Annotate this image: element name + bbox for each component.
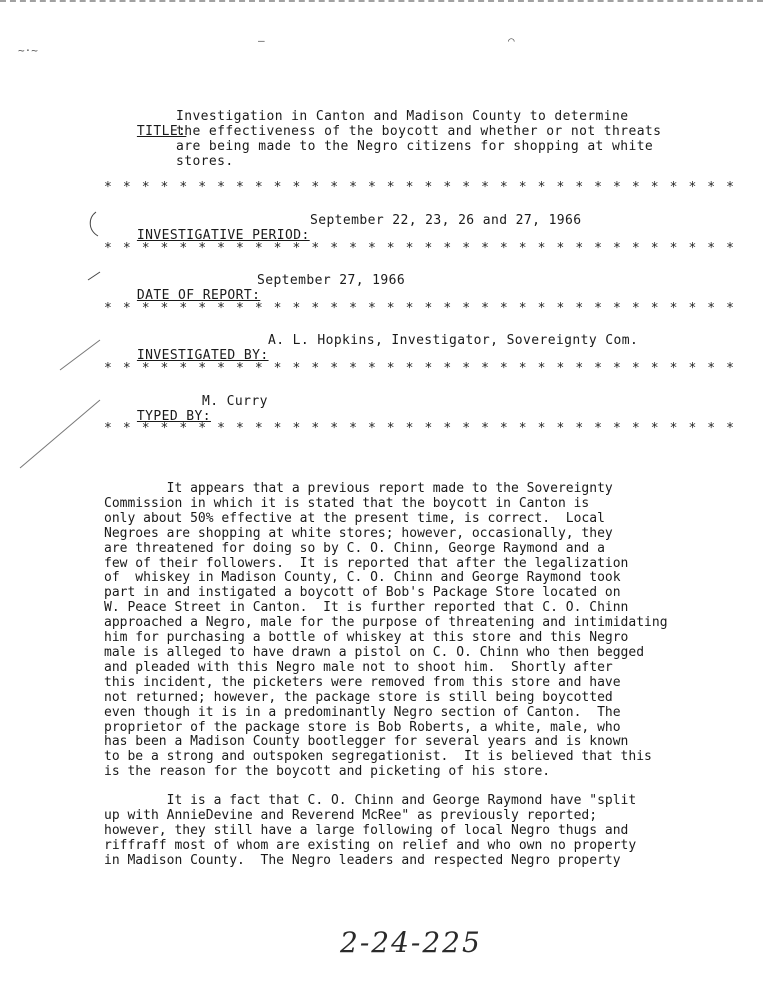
typed-value: M. Curry — [202, 394, 268, 409]
body-line: to be a strong and outspoken segregationist. It is believed that this — [104, 749, 652, 765]
body-line: even though it is in a predominantly Negro section of Canton. The — [104, 704, 621, 720]
body-line: approached a Negro, male for the purpose of threatening and intimidating — [104, 615, 668, 631]
title-line: stores. — [176, 154, 234, 169]
body-line: him for purchasing a bottle of whiskey at this store and this Negro — [104, 630, 629, 646]
body-line: It is a fact that C. O. Chinn and George Raymond have "split — [104, 793, 637, 809]
title-label: TITLE: — [136, 124, 187, 139]
period-label: INVESTIGATIVE PERIOD: — [136, 228, 310, 243]
body-line: Negroes are shopping at white stores; however, occasionally, they — [104, 525, 613, 541]
date-value: September 27, 1966 — [257, 273, 406, 288]
body-line: male is alleged to have drawn a pistol on C. O. Chinn who then begged — [104, 644, 645, 660]
body-line: in Madison County. The Negro leaders and respected Negro property — [104, 852, 621, 868]
date-label: DATE OF REPORT: — [136, 288, 261, 303]
body-line: riffraff most of whom are existing on relief and who own no property — [104, 837, 637, 853]
title-line: are being made to the Negro citizens for shopping at white — [176, 139, 654, 154]
body-line: and pleaded with this Negro male not to shoot him. Shortly after — [104, 659, 613, 675]
body-line: only about 50% effective at the present time, is correct. Local — [104, 510, 605, 526]
investigated-value: A. L. Hopkins, Investigator, Sovereignty Com. — [268, 333, 639, 348]
body-line: this incident, the picketers were removed from this store and have — [104, 674, 621, 690]
body-line: It appears that a previous report made to the Sovereignty — [104, 481, 613, 496]
separator-stars: * * * * * * * * * * * * * * * * * * * * * * * * * * * * * * * * * * — [104, 361, 736, 376]
typed-label: TYPED BY: — [136, 409, 211, 424]
body-line: are threatened for doing so by C. O. Chinn, George Raymond and a — [104, 540, 605, 556]
body-line: up with AnnieDevine and Reverend McRee" as previously reported; — [104, 808, 598, 824]
title-line: Investigation in Canton and Madison County to determine — [176, 109, 629, 124]
scan-mark: ~·~ — [18, 44, 38, 57]
body-line: Commission in which it is stated that the boycott in Canton is — [104, 495, 590, 511]
body-line: has been a Madison County bootlegger for several years and is known — [104, 734, 629, 750]
scan-mark: — — [258, 34, 265, 47]
paragraph-2 — [104, 794, 754, 869]
body-line: is the reason for the boycott and picketing of his store. — [104, 764, 551, 780]
body-line: part in and instigated a boycott of Bob's Package Store located on — [104, 585, 621, 601]
body-line: few of their followers. It is reported that after the legalization — [104, 555, 629, 571]
scan-top-edge — [0, 0, 763, 6]
title-line: the effectiveness of the boycott and whether or not threats — [176, 124, 662, 139]
handwritten-page-number: 2-24-225 — [340, 926, 482, 959]
separator-stars: * * * * * * * * * * * * * * * * * * * * * * * * * * * * * * * * * * — [104, 421, 736, 436]
body-line: W. Peace Street in Canton. It is further reported that C. O. Chinn — [104, 600, 629, 616]
body-line: however, they still have a large following of local Negro thugs and — [104, 822, 629, 838]
margin-pen-marks — [0, 200, 110, 480]
title-row — [104, 109, 186, 154]
investigated-label: INVESTIGATED BY: — [136, 348, 269, 363]
separator-stars: * * * * * * * * * * * * * * * * * * * * * * * * * * * * * * * * * * — [104, 180, 736, 195]
paragraph-1 — [104, 482, 754, 780]
scan-mark: ⌒ — [508, 34, 515, 47]
body-line: not returned; however, the package store is still being boycotted — [104, 689, 613, 705]
body-line: proprietor of the package store is Bob Roberts, a white, male, who — [104, 719, 621, 735]
period-value: September 22, 23, 26 and 27, 1966 — [310, 213, 582, 228]
separator-stars: * * * * * * * * * * * * * * * * * * * * * * * * * * * * * * * * * * — [104, 301, 736, 316]
report-body — [104, 482, 754, 869]
body-line: of whiskey in Madison County, C. O. Chinn and George Raymond took — [104, 570, 621, 586]
separator-stars: * * * * * * * * * * * * * * * * * * * * * * * * * * * * * * * * * * — [104, 241, 736, 256]
